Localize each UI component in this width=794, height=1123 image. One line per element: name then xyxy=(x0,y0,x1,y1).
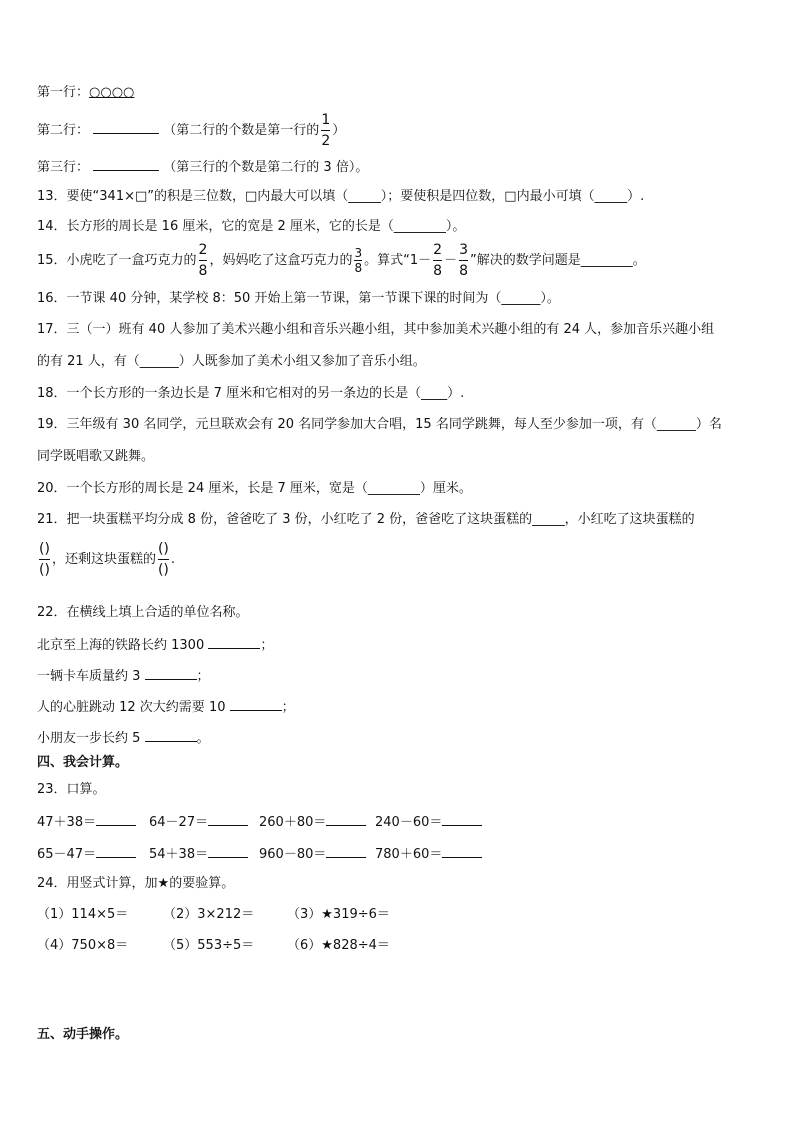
q23-item xyxy=(37,846,136,861)
row2-answer-blank[interactable] xyxy=(93,122,159,134)
q23-answer-blank[interactable] xyxy=(326,846,366,858)
q23-expression: 960－80＝ xyxy=(259,847,327,862)
question-14: 14．长方形的周长是 16 厘米，它的宽是 2 厘米，它的长是（________）。 xyxy=(37,219,466,234)
q22-item-end: ； xyxy=(260,638,274,653)
q24-item: （6）★828÷4＝ xyxy=(287,938,390,953)
fraction-numerator: 2 xyxy=(433,242,443,258)
q24-item: （4）750×8＝ xyxy=(37,938,129,953)
row2-note-post: ） xyxy=(332,123,346,138)
q15-minus: － xyxy=(444,253,458,268)
question-19-line1: 19．三年级有 30 名同学，元旦联欢会有 20 名同学参加大合唱，15 名同学跳舞，每人至少参加一项，有（______）名 xyxy=(37,417,722,432)
q23-item xyxy=(149,814,248,829)
q23-answer-blank[interactable] xyxy=(326,814,366,826)
q22-item-end: ； xyxy=(196,669,210,684)
q23-item xyxy=(149,846,248,861)
q22-item-text: 人的心脏跳动 12 次大约需要 10 xyxy=(37,700,226,715)
question-22-title: 22．在横线上填上合适的单位名称。 xyxy=(37,605,249,620)
q24-item: （2）3×212＝ xyxy=(163,907,255,922)
q23-expression: 65－47＝ xyxy=(37,847,97,862)
q21-fraction-1 xyxy=(39,542,50,577)
q21-text-post: . xyxy=(170,552,176,567)
q23-expression: 47＋38＝ xyxy=(37,815,97,830)
fraction-denominator: 8 xyxy=(199,260,208,278)
q22-item-text: 一辆卡车质量约 3 xyxy=(37,669,141,684)
q23-expression: 54＋38＝ xyxy=(149,847,209,862)
row3-label: 第三行： xyxy=(37,160,90,175)
q22-answer-blank[interactable] xyxy=(145,668,197,680)
row1-circles: ○○○○ xyxy=(89,85,135,100)
question-20: 20．一个长方形的周长是 24 厘米，长是 7 厘米，宽是（________）厘米。 xyxy=(37,481,472,496)
row2-fraction xyxy=(321,113,330,148)
q23-item xyxy=(37,814,136,829)
question-16: 16．一节课 40 分钟，某学校 8：50 开始上第一节课，第一节课下课的时间为（______）。 xyxy=(37,291,560,306)
q24-item: （3）★319÷6＝ xyxy=(287,907,390,922)
q22-item-end: 。 xyxy=(196,731,210,746)
q23-expression: 260＋80＝ xyxy=(259,815,327,830)
row2-line xyxy=(37,113,345,148)
fraction-denominator: 2 xyxy=(321,130,330,148)
question-19-line2: 同学既唱歌又跳舞。 xyxy=(37,449,155,464)
question-18: 18．一个长方形的一条边长是 7 厘米和它相对的另一条边的长是（____）. xyxy=(37,386,465,401)
section-5-heading: 五、动手操作。 xyxy=(37,1027,129,1042)
q22-item-end: ； xyxy=(281,700,295,715)
fraction-numerator: 3 xyxy=(459,242,468,258)
q23-item xyxy=(259,846,366,861)
fraction-numerator: () xyxy=(39,541,50,557)
q15-text-mid2: 。算式“1－ xyxy=(364,253,432,268)
q15-fraction-2 xyxy=(354,247,362,274)
row2-note-pre: （第二行的个数是第一行的 xyxy=(163,123,320,138)
q22-answer-blank[interactable] xyxy=(208,637,260,649)
question-24-title: 24．用竖式计算，加★的要验算。 xyxy=(37,876,235,891)
q15-fraction-1 xyxy=(199,243,208,278)
q23-answer-blank[interactable] xyxy=(96,814,136,826)
q22-item-3 xyxy=(37,699,295,714)
q23-answer-blank[interactable] xyxy=(442,814,482,826)
question-17-line1: 17．三（一）班有 40 人参加了美术兴趣小组和音乐兴趣小组，其中参加美术兴趣小组的有 24 人，参加音乐兴趣小组 xyxy=(37,322,715,337)
q15-text-pre: 15．小虎吃了一盒巧克力的 xyxy=(37,253,197,268)
question-21-line2 xyxy=(37,542,175,577)
row3-answer-blank[interactable] xyxy=(93,159,159,171)
q24-item: （1）114×5＝ xyxy=(37,907,129,922)
q15-fraction-4 xyxy=(459,243,468,278)
fraction-numerator: 3 xyxy=(354,246,363,260)
row2-label: 第二行： xyxy=(37,123,90,138)
q22-item-4 xyxy=(37,730,210,745)
q22-item-text: 北京至上海的铁路长约 1300 xyxy=(37,638,205,653)
q15-text-mid: ，妈妈吃了这盒巧克力的 xyxy=(209,253,353,268)
question-21-line1: 21．把一块蛋糕平均分成 8 份，爸爸吃了 3 份，小红吃了 2 份，爸爸吃了这块蛋糕的_____，小红吃了这块蛋糕的 xyxy=(37,512,695,527)
q23-expression: 64－27＝ xyxy=(149,815,209,830)
q22-item-2 xyxy=(37,668,210,683)
fraction-denominator: () xyxy=(39,559,50,577)
fraction-denominator: () xyxy=(158,559,169,577)
q15-text-post: ”解决的数学问题是________。 xyxy=(470,253,646,268)
fraction-denominator: 8 xyxy=(433,260,442,278)
q23-answer-blank[interactable] xyxy=(442,846,482,858)
question-17-line2: 的有 21 人，有（______）人既参加了美术小组又参加了音乐小组。 xyxy=(37,354,426,369)
q21-text-mid: ，还剩这块蛋糕的 xyxy=(51,552,156,567)
row1-label: 第一行： xyxy=(37,85,90,100)
fraction-numerator: 1 xyxy=(321,112,331,128)
row3-line xyxy=(37,159,368,174)
question-15 xyxy=(37,243,646,278)
row1-line xyxy=(37,86,134,99)
fraction-denominator: 8 xyxy=(459,260,468,278)
q15-fraction-3 xyxy=(433,243,442,278)
q23-item xyxy=(375,846,482,861)
q22-answer-blank[interactable] xyxy=(145,730,197,742)
q22-answer-blank[interactable] xyxy=(230,699,282,711)
q24-item: （5）553÷5＝ xyxy=(163,938,255,953)
row3-note: （第三行的个数是第二行的 3 倍）。 xyxy=(163,160,369,175)
q23-answer-blank[interactable] xyxy=(208,814,248,826)
q23-item xyxy=(375,814,482,829)
q23-expression: 780＋60＝ xyxy=(375,847,443,862)
q23-answer-blank[interactable] xyxy=(96,846,136,858)
q21-fraction-2 xyxy=(158,542,169,577)
section-4-heading: 四、我会计算。 xyxy=(37,755,129,770)
q23-answer-blank[interactable] xyxy=(208,846,248,858)
question-13: 13．要使“341×□”的积是三位数，□内最大可以填（_____）；要使积是四位数，□内最小可填（_____）. xyxy=(37,189,645,204)
fraction-numerator: () xyxy=(157,541,169,557)
fraction-denominator: 8 xyxy=(354,261,363,275)
q23-item xyxy=(259,814,366,829)
q22-item-text: 小朋友一步长约 5 xyxy=(37,731,141,746)
fraction-numerator: 2 xyxy=(198,242,208,258)
question-23-title: 23．口算。 xyxy=(37,782,106,797)
q23-expression: 240－60＝ xyxy=(375,815,443,830)
q22-item-1 xyxy=(37,637,273,652)
